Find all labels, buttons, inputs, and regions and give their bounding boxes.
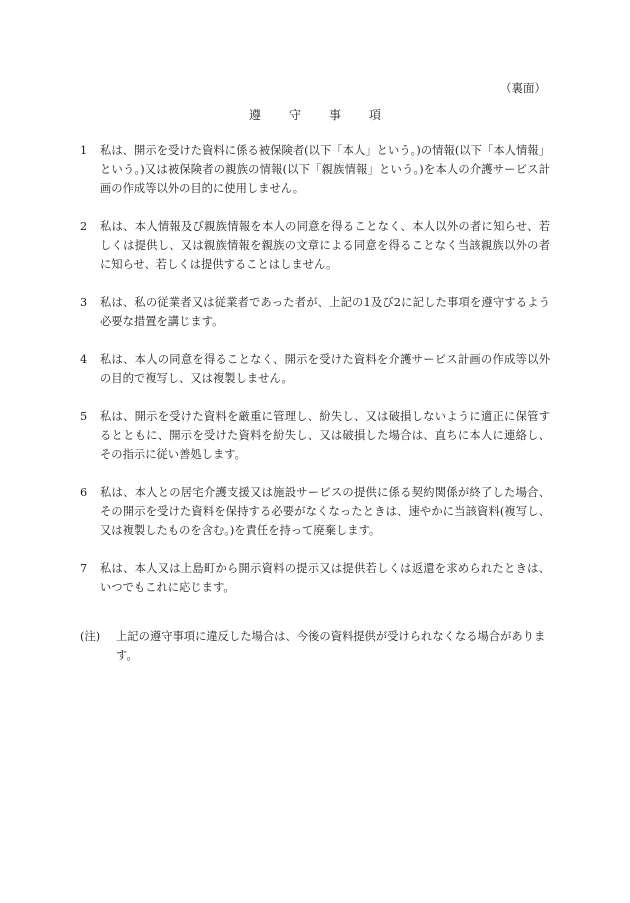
item-text: 私は、私の従業者又は従業者であった者が、上記の1及び2に記した事項を遵守するよう必要な措置を講じます。	[100, 296, 550, 328]
item-number: 5	[80, 410, 88, 423]
compliance-item-2	[80, 217, 550, 274]
compliance-item-1	[80, 141, 550, 198]
item-number: 7	[80, 562, 88, 575]
compliance-item-3	[80, 293, 550, 331]
item-number: 1	[80, 144, 88, 157]
note-block	[80, 627, 550, 665]
note-label: (注)	[80, 630, 101, 643]
page-title: 遵守事項	[248, 108, 409, 122]
compliance-item-list	[80, 141, 550, 616]
compliance-item-7	[80, 559, 550, 597]
item-text: 私は、本人との居宅介護支援又は施設サービスの提供に係る契約関係が終了した場合、その開示を受けた資料を保持する必要がなくなったときは、速やかに当該資料(複写し、又は複製したものを含む。)を責任を持って廃棄します。	[100, 486, 550, 537]
note-text: 上記の遵守事項に違反した場合は、今後の資料提供が受けられなくなる場合があります。	[116, 630, 546, 662]
item-text: 私は、開示を受けた資料を厳重に管理し、紛失し、又は破損しないように適正に保管するとともに、開示を受けた資料を紛失し、又は破損した場合は、直ちに本人に連絡し、その指示に従い善処します。	[100, 410, 550, 461]
item-text: 私は、開示を受けた資料に係る被保険者(以下「本人」という。)の情報(以下「本人情報」という。)又は被保険者の親族の情報(以下「親族情報」という。)を本人の介護サービス計画の作成等以外の目的に使用しません。	[100, 144, 550, 195]
item-number: 2	[80, 220, 88, 233]
compliance-item-4	[80, 350, 550, 388]
item-number: 4	[80, 353, 88, 366]
back-side-label: （裏面）	[500, 81, 546, 95]
compliance-item-6	[80, 483, 550, 540]
item-text: 私は、本人の同意を得ることなく、開示を受けた資料を介護サービス計画の作成等以外の目的で複写し、又は複製しません。	[100, 353, 550, 385]
item-number: 6	[80, 486, 88, 499]
item-text: 私は、本人情報及び親族情報を本人の同意を得ることなく、本人以外の者に知らせ、若しくは提供し、又は親族情報を親族の文章による同意を得ることなく当該親族以外の者に知らせ、若しくは提供することはしません。	[100, 220, 550, 271]
compliance-item-5	[80, 407, 550, 464]
item-number: 3	[80, 296, 88, 309]
item-text: 私は、本人又は上島町から開示資料の提示又は提供若しくは返還を求められたときは、いつでもこれに応じます。	[100, 562, 550, 594]
